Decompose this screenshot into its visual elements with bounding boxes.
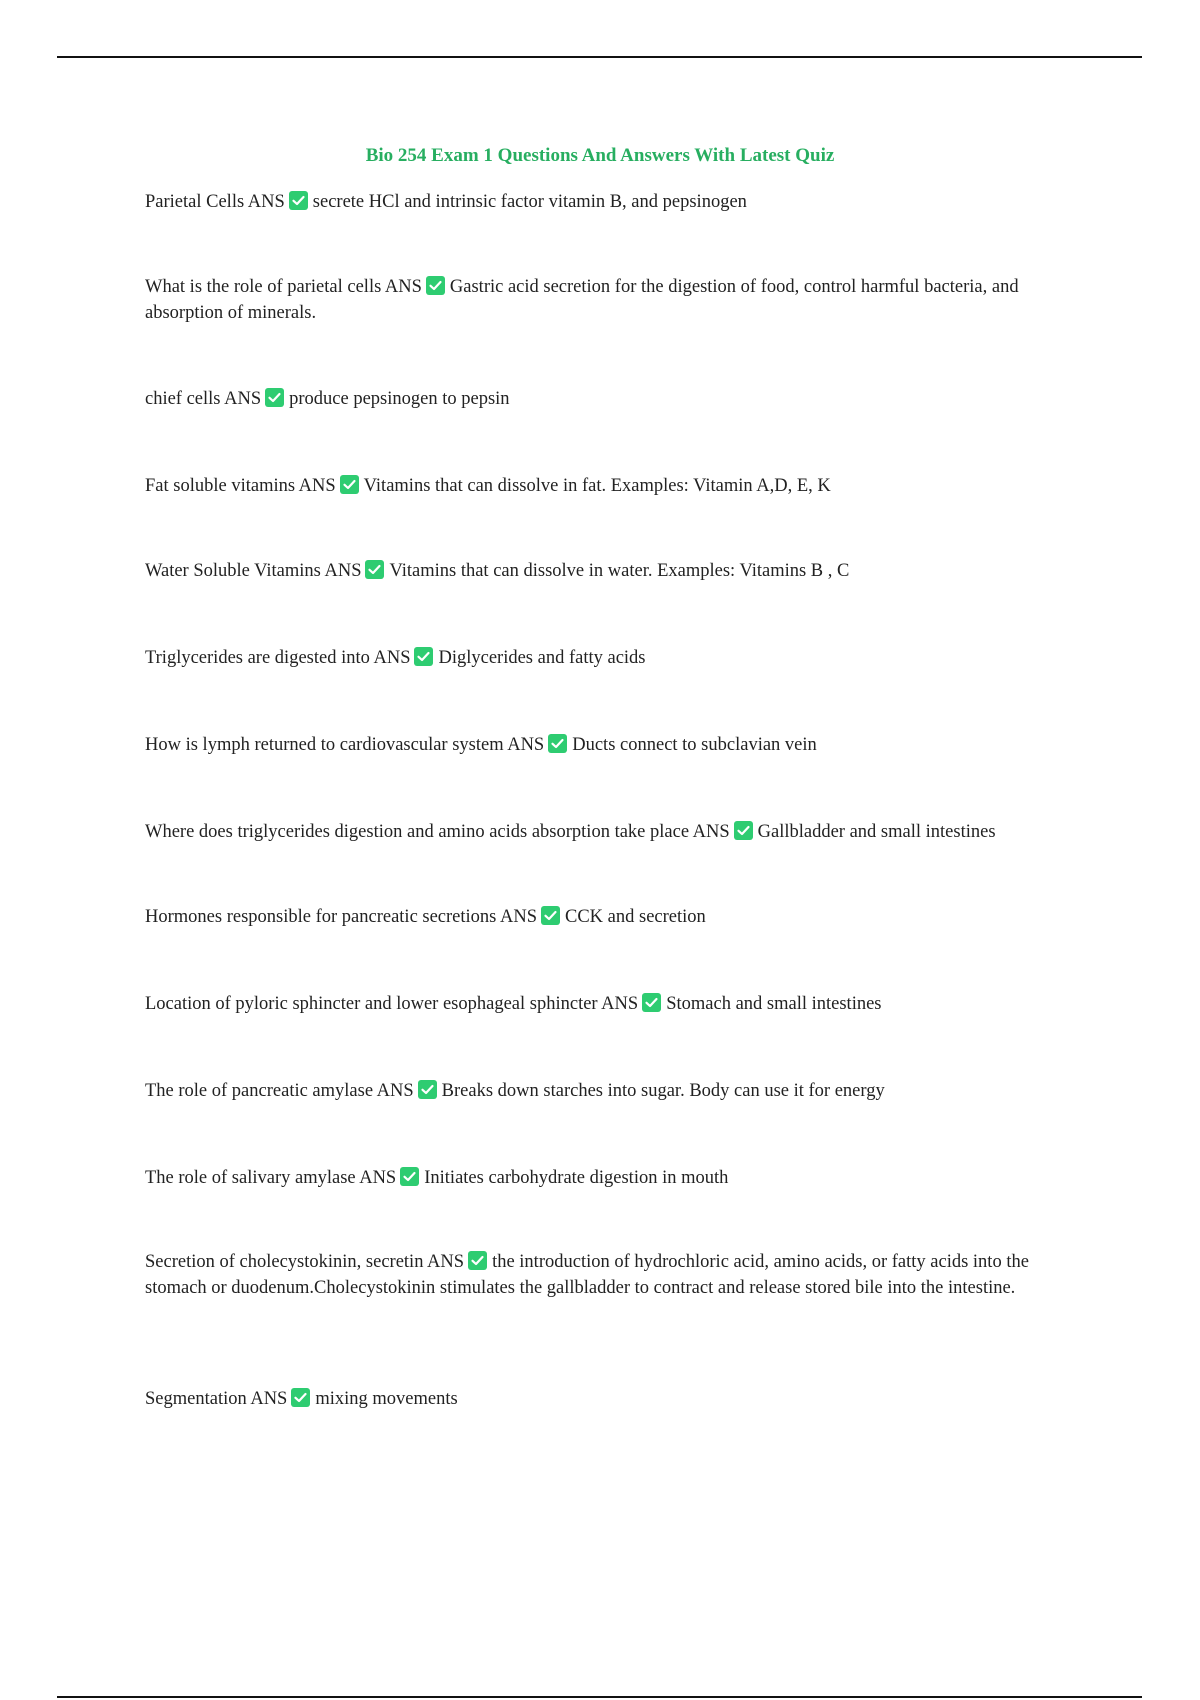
question-text: The role of salivary amylase ANS <box>145 1168 397 1188</box>
check-mark-icon <box>426 276 445 295</box>
check-mark-icon <box>548 734 567 753</box>
check-mark-icon <box>265 388 284 407</box>
answer-text: mixing movements <box>315 1389 458 1409</box>
check-mark-icon <box>289 191 308 210</box>
answer-text: Diglycerides and fatty acids <box>438 648 646 668</box>
question-text: Fat soluble vitamins ANS <box>145 476 336 496</box>
question-text: chief cells ANS <box>145 389 262 409</box>
answer-text: CCK and secretion <box>565 907 706 927</box>
check-mark-icon <box>365 560 384 579</box>
question-text: Triglycerides are digested into ANS <box>145 648 411 668</box>
question-text: Where does triglycerides digestion and amino acids absorption take place ANS <box>145 822 730 842</box>
question-text: What is the role of parietal cells ANS <box>145 277 422 297</box>
check-mark-icon <box>734 821 753 840</box>
question-text: Hormones responsible for pancreatic secretions ANS <box>145 907 537 927</box>
document-title: Bio 254 Exam 1 Questions And Answers With Latest Quiz <box>365 145 835 166</box>
qa-item <box>145 991 1095 1017</box>
answer-text: Initiates carbohydrate digestion in mouth <box>424 1168 729 1188</box>
qa-item <box>145 1078 1095 1104</box>
check-mark-icon <box>291 1388 310 1407</box>
answer-text: Gallbladder and small intestines <box>757 822 996 842</box>
qa-item <box>145 1249 1095 1301</box>
check-mark-icon <box>642 993 661 1012</box>
qa-item <box>145 819 1095 845</box>
qa-item <box>145 904 1095 930</box>
question-text: Secretion of cholecystokinin, secretin ANS <box>145 1252 465 1272</box>
question-text: Location of pyloric sphincter and lower esophageal sphincter ANS <box>145 994 639 1014</box>
answer-text: produce pepsinogen to pepsin <box>289 389 510 409</box>
top-rule <box>57 56 1142 58</box>
qa-item <box>145 558 1095 584</box>
qa-item <box>145 386 1095 412</box>
question-text: Parietal Cells ANS <box>145 192 285 212</box>
check-mark-icon <box>418 1080 437 1099</box>
question-text: How is lymph returned to cardiovascular system ANS <box>145 735 545 755</box>
answer-text: the introduction of hydrochloric acid, amino acids, or fatty acids into the stomach or duodenum.Cholecystokinin stimulates the gallbladder to contract and release stored bile into the intestine. <box>145 1252 1029 1298</box>
answer-text: Stomach and small intestines <box>666 994 882 1014</box>
answer-text: Vitamins that can dissolve in water. Examples: Vitamins B , C <box>389 561 850 581</box>
qa-item <box>145 732 1095 758</box>
qa-item <box>145 1386 1095 1412</box>
answer-text: Ducts connect to subclavian vein <box>572 735 817 755</box>
answer-text: Vitamins that can dissolve in fat. Examples: Vitamin A,D, E, K <box>363 476 831 496</box>
question-text: The role of pancreatic amylase ANS <box>145 1081 414 1101</box>
question-text: Water Soluble Vitamins ANS <box>145 561 362 581</box>
qa-item <box>145 189 1095 215</box>
qa-item <box>145 645 1095 671</box>
answer-text: Breaks down starches into sugar. Body can use it for energy <box>441 1081 885 1101</box>
question-text: Segmentation ANS <box>145 1389 288 1409</box>
check-mark-icon <box>340 475 359 494</box>
qa-item <box>145 274 1095 326</box>
check-mark-icon <box>541 906 560 925</box>
check-mark-icon <box>400 1167 419 1186</box>
bottom-rule <box>57 1696 1142 1698</box>
answer-text: secrete HCl and intrinsic factor vitamin B, and pepsinogen <box>312 192 747 212</box>
answer-text: Gastric acid secretion for the digestion of food, control harmful bacteria, and absorption of minerals. <box>145 277 1019 323</box>
check-mark-icon <box>468 1251 487 1270</box>
check-mark-icon <box>414 647 433 666</box>
qa-item <box>145 1165 1095 1191</box>
qa-item <box>145 473 1095 499</box>
